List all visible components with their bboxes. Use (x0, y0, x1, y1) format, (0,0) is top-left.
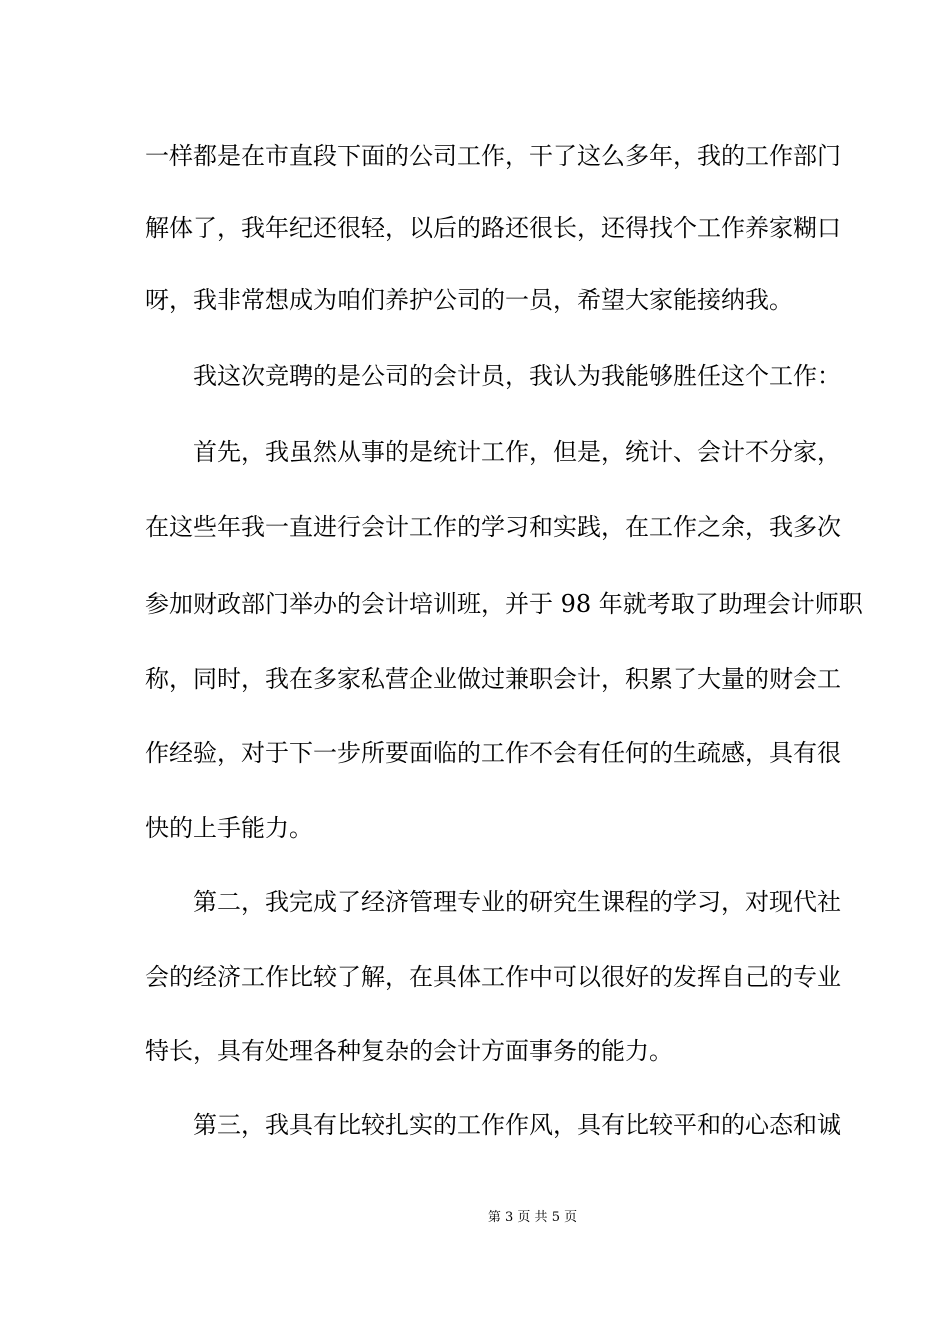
body-text-line-2: 解体了，我年纪还很轻，以后的路还很长，还得找个工作养家糊口 (145, 214, 841, 242)
paragraph-first-line: 第三，我具有比较扎实的工作作风，具有比较平和的心态和诚 (193, 1111, 841, 1139)
page-number: 第 3 页 共 5 页 (487, 1210, 578, 1225)
paragraph-first-line: 首先，我虽然从事的是统计工作，但是，统计、会计不分家， (193, 438, 841, 466)
body-text-line-12: 会的经济工作比较了解，在具体工作中可以很好的发挥自己的专业 (145, 963, 841, 991)
page-footer (0, 1209, 950, 1227)
body-text-line-8: 称，同时，我在多家私营企业做过兼职会计，积累了大量的财会工 (145, 665, 841, 693)
paragraph-first-line: 第二，我完成了经济管理专业的研究生课程的学习，对现代社 (193, 888, 841, 916)
body-text-line-10: 快的上手能力。 (145, 814, 313, 842)
body-text-line-7: 参加财政部门举办的会计培训班，并于 98 年就考取了助理会计师职 (145, 590, 863, 618)
body-text-line-6: 在这些年我一直进行会计工作的学习和实践，在工作之余，我多次 (145, 513, 841, 541)
body-text-line-9: 作经验，对于下一步所要面临的工作不会有任何的生疏感，具有很 (145, 739, 841, 767)
body-text-line-3: 呀，我非常想成为咱们养护公司的一员，希望大家能接纳我。 (145, 286, 793, 314)
paragraph-first-line: 我这次竞聘的是公司的会计员，我认为我能够胜任这个工作： (193, 362, 841, 390)
body-text-line-1: 一样都是在市直段下面的公司工作，干了这么多年，我的工作部门 (145, 142, 841, 170)
body-text-line-13: 特长，具有处理各种复杂的会计方面事务的能力。 (145, 1037, 673, 1065)
